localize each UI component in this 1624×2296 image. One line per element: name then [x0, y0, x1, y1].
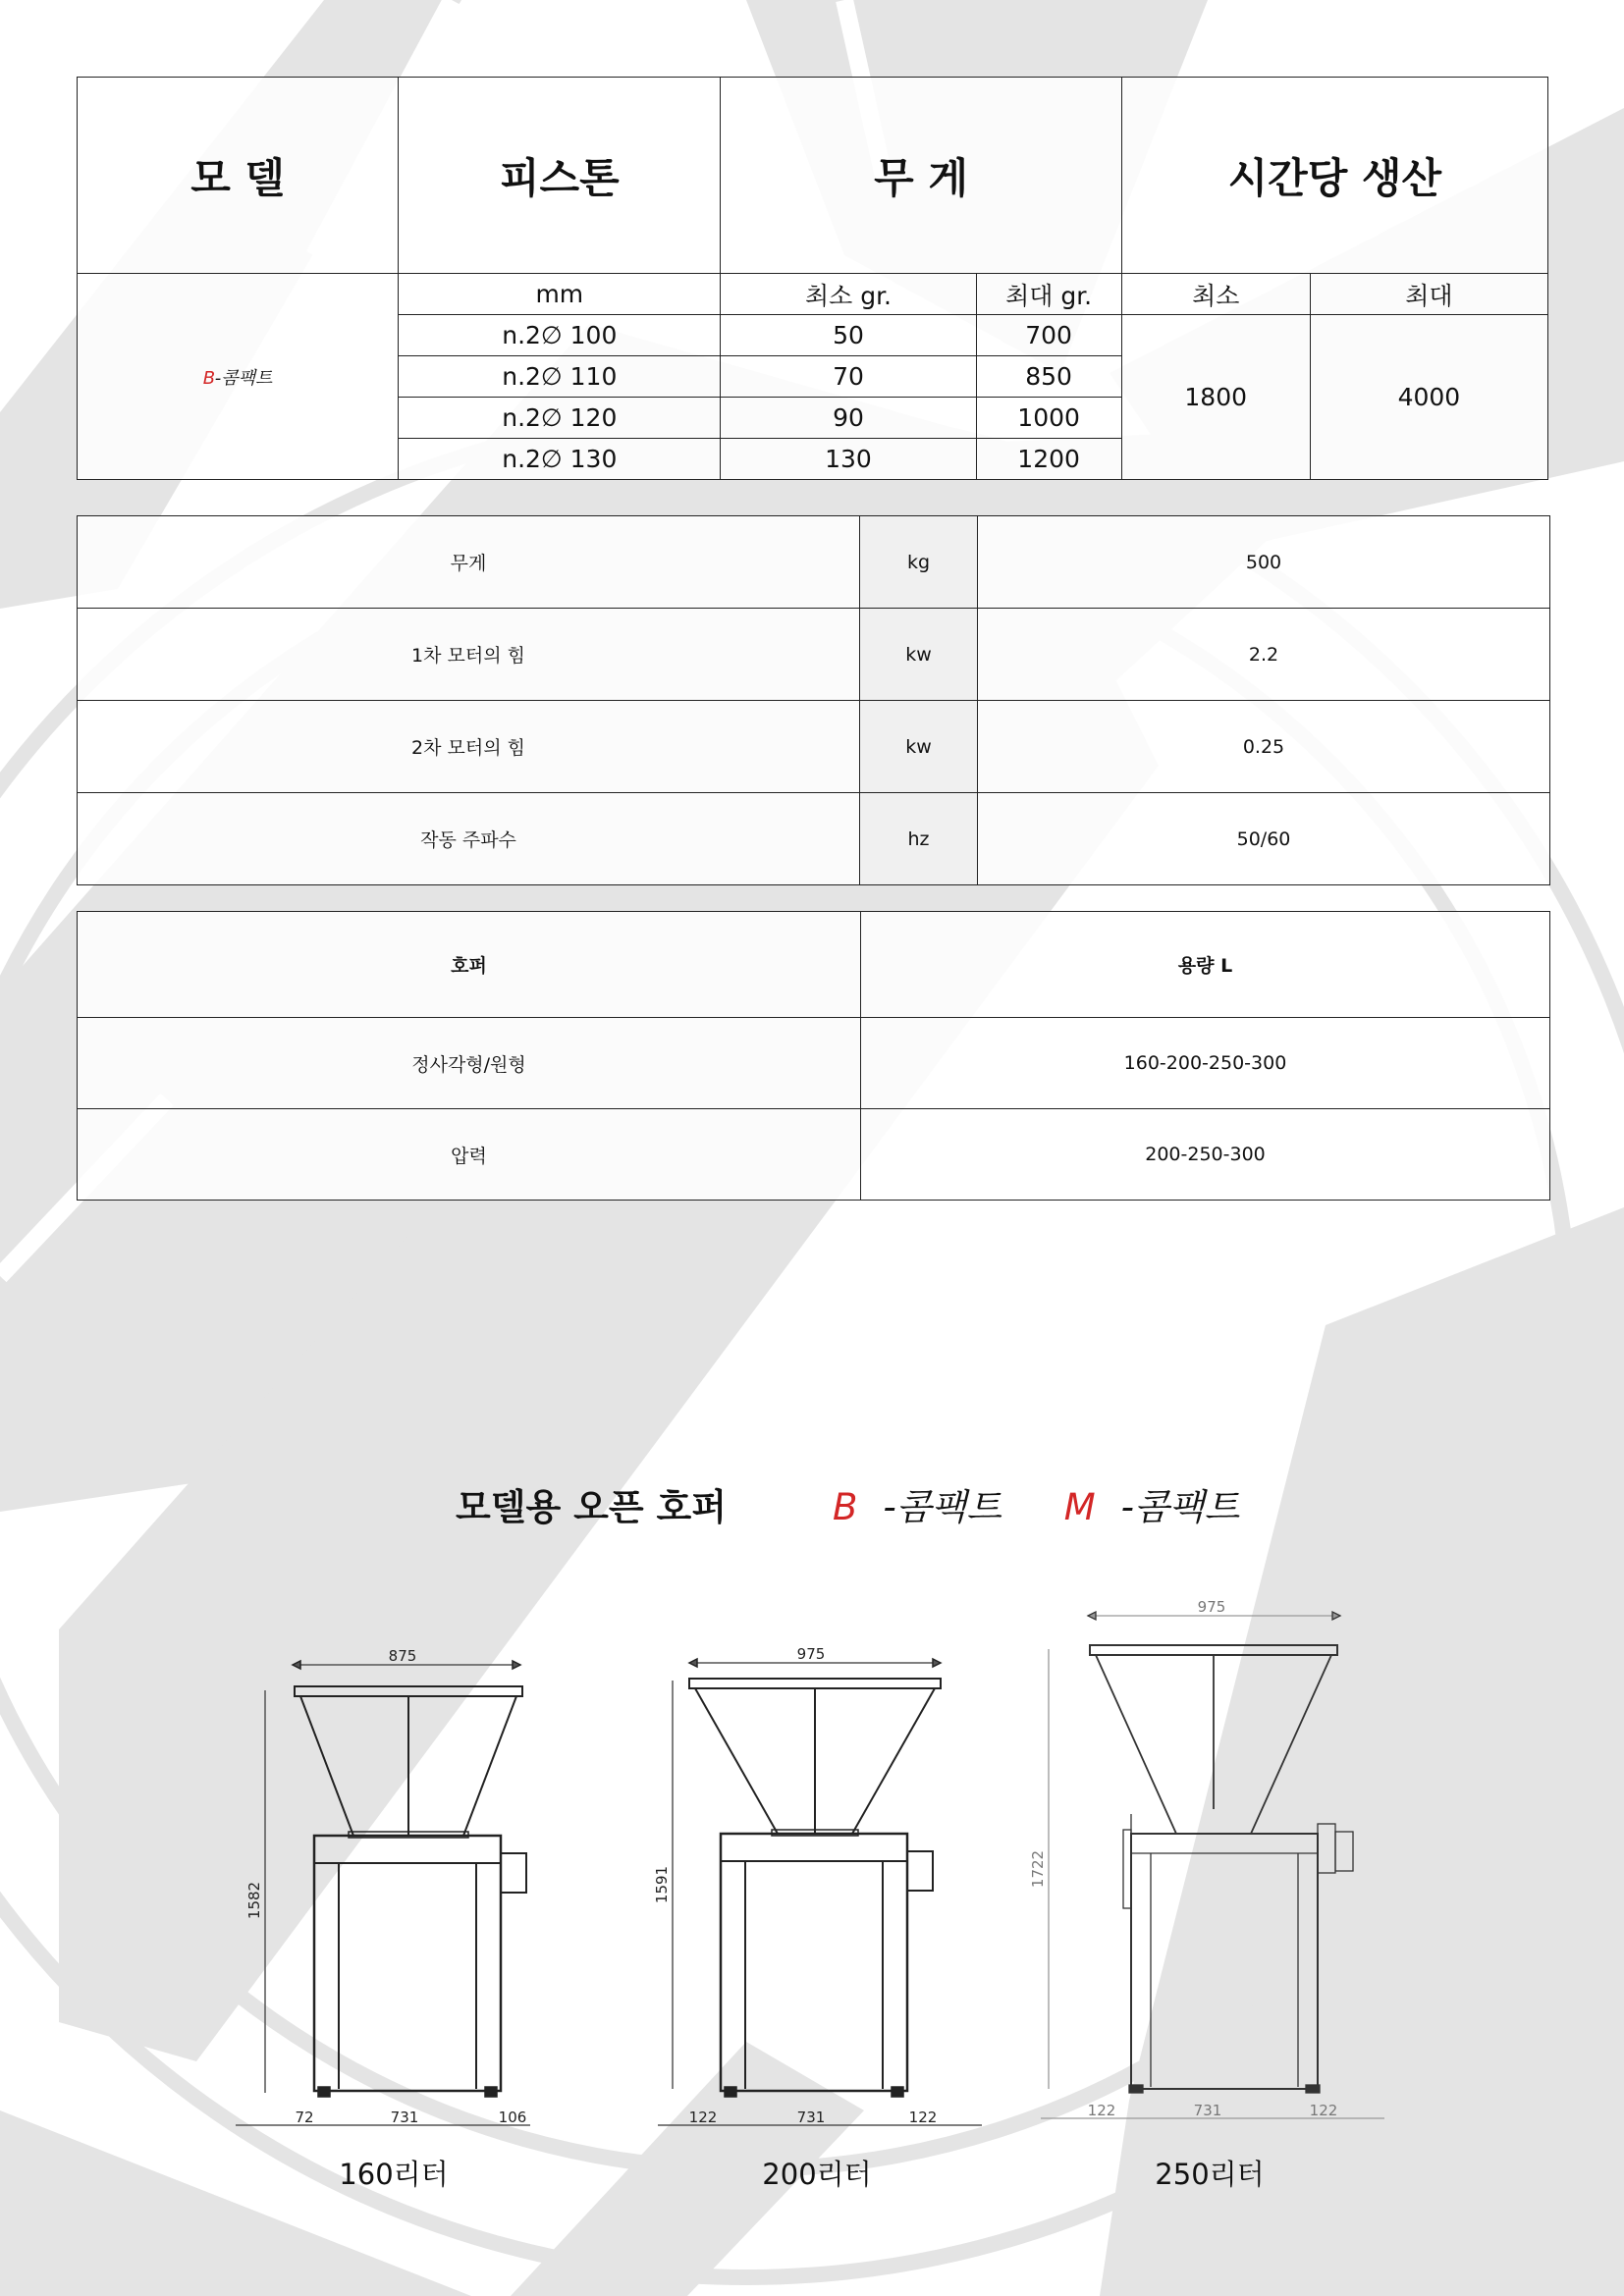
tech-value: 0.25	[978, 701, 1550, 793]
dim-width: 875	[388, 1647, 417, 1665]
model-suffix: -콤팩트	[214, 367, 273, 389]
dim-left: 122	[688, 2109, 718, 2126]
caption-160l: 160리터	[339, 2158, 449, 2191]
header-model: 모 델	[78, 78, 399, 274]
weight-max-header: 최대 gr.	[976, 274, 1121, 315]
production-max-header: 최대	[1310, 274, 1547, 315]
model-cell	[78, 274, 399, 480]
hopper-header-label: 호퍼	[78, 912, 861, 1018]
production-min-header: 최소	[1121, 274, 1310, 315]
tech-label: 2차 모터의 힘	[78, 701, 860, 793]
dim-height: 1591	[653, 1865, 671, 1904]
dim-right: 122	[1309, 2102, 1338, 2119]
weight-min-cell: 70	[721, 356, 976, 398]
weight-max-cell: 850	[976, 356, 1121, 398]
tech-label: 작동 주파수	[78, 793, 860, 885]
drawing-250l	[1021, 1588, 1394, 2150]
dim-right: 106	[498, 2109, 527, 2126]
tech-table	[77, 515, 1550, 885]
dim-mid: 731	[796, 2109, 826, 2126]
piston-cell: n.2∅ 110	[399, 356, 721, 398]
weight-min-cell: 50	[721, 315, 976, 356]
hopper-table	[77, 911, 1550, 1201]
weight-min-cell: 90	[721, 398, 976, 439]
caption-250l: 250리터	[1155, 2158, 1265, 2191]
hopper-row-value: 160-200-250-300	[861, 1018, 1550, 1109]
production-max-value: 4000	[1310, 315, 1547, 480]
hopper-row-label: 압력	[78, 1109, 861, 1201]
open-hopper-title: 모델용 오픈 호퍼	[456, 1486, 727, 1528]
header-piston: 피스톤	[399, 78, 721, 274]
dim-width: 975	[796, 1645, 826, 1663]
tech-label: 1차 모터의 힘	[78, 609, 860, 701]
caption-200l: 200리터	[762, 2158, 872, 2191]
piston-cell: n.2∅ 100	[399, 315, 721, 356]
spec-table	[77, 77, 1548, 480]
dim-left: 72	[295, 2109, 314, 2126]
production-min-value: 1800	[1121, 315, 1310, 480]
tech-unit: kw	[860, 609, 978, 701]
hopper-row-label: 정사각형/원형	[78, 1018, 861, 1109]
piston-cell: n.2∅ 130	[399, 439, 721, 480]
tech-unit: hz	[860, 793, 978, 885]
tech-unit: kw	[860, 701, 978, 793]
tech-value: 50/60	[978, 793, 1550, 885]
model-m-label: M -콤팩트	[1063, 1486, 1240, 1528]
piston-cell: n.2∅ 120	[399, 398, 721, 439]
weight-max-cell: 1200	[976, 439, 1121, 480]
dim-height: 1582	[245, 1881, 263, 1920]
dim-mid: 731	[390, 2109, 419, 2126]
header-production: 시간당 생산	[1121, 78, 1547, 274]
tech-unit: kg	[860, 516, 978, 609]
model-b-label: B -콤팩트	[833, 1486, 1001, 1528]
weight-min-header: 최소 gr.	[721, 274, 976, 315]
dim-mid: 731	[1193, 2102, 1222, 2119]
open-hopper-models	[833, 1477, 1290, 1530]
dim-height: 1722	[1029, 1849, 1047, 1889]
hopper-header-value: 용량 L	[861, 912, 1550, 1018]
tech-value: 2.2	[978, 609, 1550, 701]
weight-min-cell: 130	[721, 439, 976, 480]
tech-label: 무게	[78, 516, 860, 609]
header-weight: 무 게	[721, 78, 1121, 274]
model-letter: B	[202, 367, 215, 389]
tech-value: 500	[978, 516, 1550, 609]
drawing-160l	[236, 1639, 550, 2150]
dim-width: 975	[1197, 1598, 1226, 1616]
piston-unit: mm	[399, 274, 721, 315]
weight-max-cell: 1000	[976, 398, 1121, 439]
drawing-200l	[648, 1639, 992, 2150]
hopper-row-value: 200-250-300	[861, 1109, 1550, 1201]
weight-max-cell: 700	[976, 315, 1121, 356]
dim-right: 122	[908, 2109, 938, 2126]
dim-left: 122	[1087, 2102, 1116, 2119]
